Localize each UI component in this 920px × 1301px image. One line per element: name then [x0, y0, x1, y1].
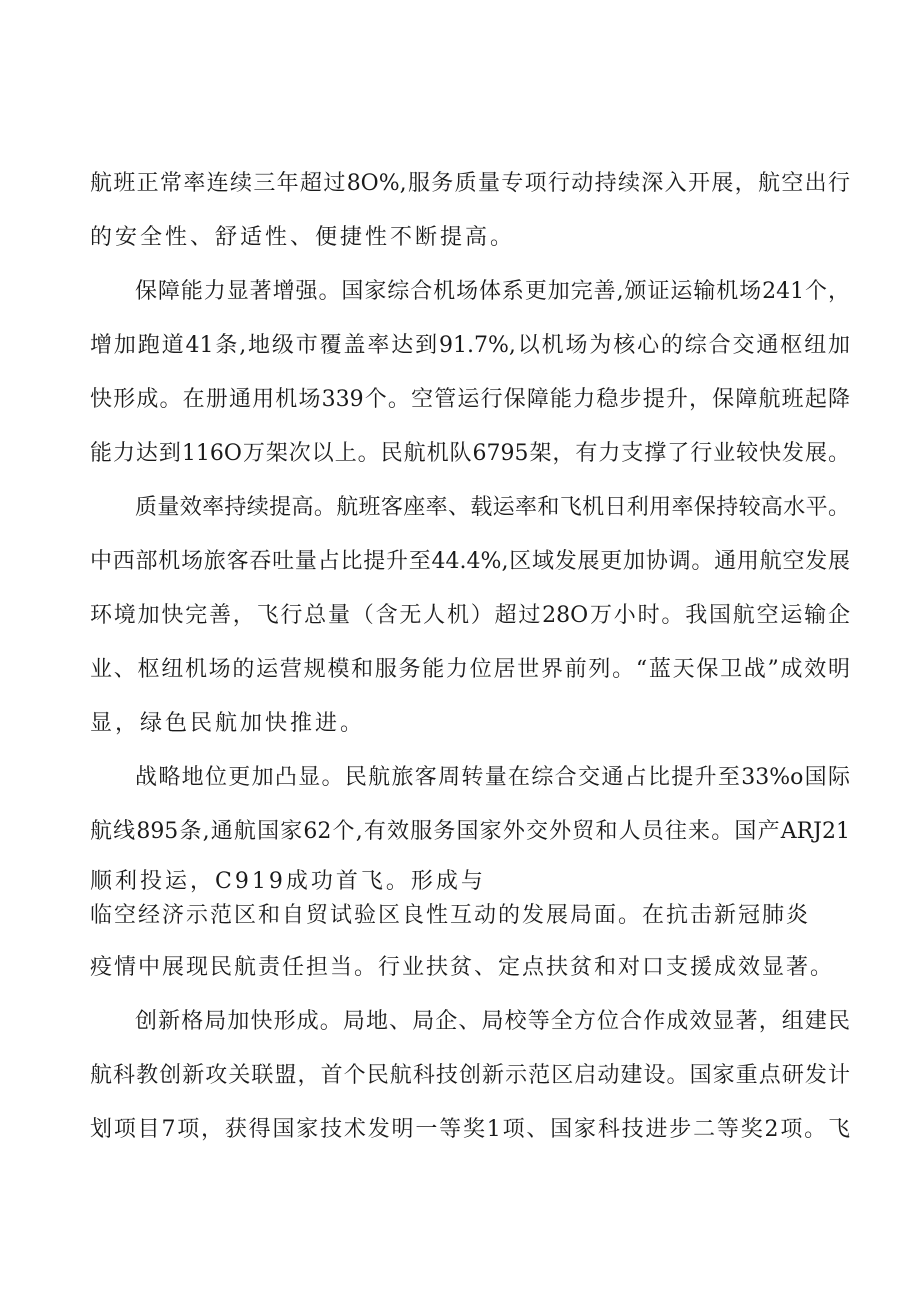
text-line: 中西部机场旅客吞吐量占比提升至44.4%,区域发展更加协调。通用航空发展 — [90, 549, 850, 574]
text-line: 航科教创新攻关联盟，首个民航科技创新示范区启动建设。国家重点研发计 — [90, 1063, 850, 1088]
text-line: 的安全性、舒适性、便捷性不断提高。 — [90, 225, 516, 250]
text-line: 航线895条,通航国家62个,有效服务国家外交外贸和人员往来。国产ARJ21 — [90, 819, 850, 844]
text-line: 顺利投运，C919成功首飞。形成与 — [90, 869, 486, 894]
text-line: 增加跑道41条,地级市覆盖率达到91.7%,以机场为核心的综合交通枢纽加 — [90, 333, 850, 358]
text-line: 疫情中展现民航责任担当。行业扶贫、定点扶贫和对口支援成效显著。 — [90, 955, 835, 980]
text-line: 航班正常率连续三年超过8O%,服务质量专项行动持续深入开展，航空出行 — [90, 171, 850, 196]
paragraph-start-line: 战略地位更加凸显。民航旅客周转量在综合交通占比提升至33%o国际 — [135, 765, 850, 790]
text-line: 业、枢纽机场的运营规模和服务能力位居世界前列。“蓝天保卫战”成效明 — [90, 657, 850, 682]
text-line: 环境加快完善，飞行总量（含无人机）超过28O万小时。我国航空运输企 — [90, 603, 850, 628]
paragraph-start-line: 创新格局加快形成。局地、局企、局校等全方位合作成效显著，组建民 — [135, 1009, 850, 1034]
text-line: 能力达到116O万架次以上。民航机队6795架，有力支撑了行业较快发展。 — [90, 441, 850, 466]
paragraph-start-line: 质量效率持续提高。航班客座率、载运率和飞机日利用率保持较高水平。 — [135, 495, 850, 520]
text-line: 显，绿色民航加快推进。 — [90, 711, 366, 736]
text-line: 临空经济示范区和自贸试验区良性互动的发展局面。在抗击新冠肺炎 — [90, 903, 811, 928]
paragraph-start-line: 保障能力显著增强。国家综合机场体系更加完善,颁证运输机场241个， — [135, 279, 850, 304]
text-line: 划项目7项，获得国家技术发明一等奖1项、国家科技进步二等奖2项。飞 — [90, 1117, 850, 1142]
text-line: 快形成。在册通用机场339个。空管运行保障能力稳步提升，保障航班起降 — [90, 387, 850, 412]
